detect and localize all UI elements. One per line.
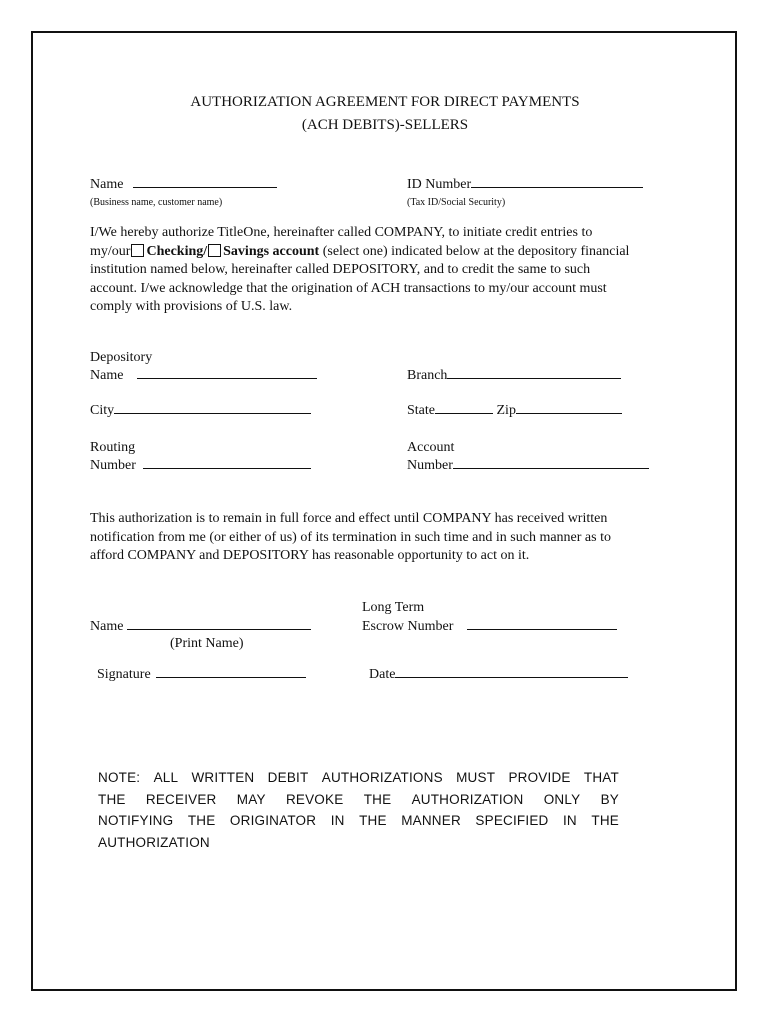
note-word: RECEIVER [145, 791, 217, 807]
state-label: State [407, 403, 435, 418]
note-word: THAT [583, 770, 619, 785]
note-word: ALL [153, 770, 179, 785]
date-input-line[interactable] [395, 676, 628, 678]
signature-label: Signature [97, 667, 151, 682]
note-word: THE [359, 813, 387, 828]
print-name-sublabel: (Print Name) [170, 636, 244, 651]
note-word: THE [187, 813, 216, 828]
account-label-top: Account [407, 440, 455, 455]
branch-field[interactable] [407, 368, 621, 384]
routing-label: Number [90, 458, 136, 473]
routing-label-top: Routing [90, 440, 136, 455]
note-line [98, 789, 619, 811]
savings-checkbox[interactable] [208, 244, 221, 257]
escrow-number-field[interactable] [362, 619, 617, 635]
depository-name-label: Name [90, 368, 124, 383]
note-word: BY [600, 791, 619, 807]
authorization-line: account. I/we acknowledge that the origination of ACH transactions to my/our account must [90, 280, 607, 296]
state-input-line[interactable] [435, 412, 493, 414]
form-title-line-1: AUTHORIZATION AGREEMENT FOR DIRECT PAYMENTS [190, 94, 580, 110]
id-number-field[interactable] [407, 177, 643, 193]
account-number-field[interactable] [407, 458, 649, 474]
authorization-line: comply with provisions of U.S. law. [90, 299, 293, 314]
note-word: WRITTEN [191, 770, 255, 785]
escrow-number-input-line[interactable] [467, 628, 617, 630]
zip-label: Zip [496, 403, 516, 418]
note-word: ONLY [543, 791, 581, 807]
depository-name-input-line[interactable] [137, 377, 317, 379]
authorization-line: institution named below, hereinafter called DEPOSITORY, and to credit the same to such [90, 262, 591, 277]
authorization-line: my/our Checking/ Savings account (select one) indicated below at the depository financial [90, 243, 630, 259]
id-number-input-line[interactable] [471, 186, 643, 188]
note-word: NOTIFYING [98, 813, 174, 828]
print-name-label: Name [90, 619, 124, 634]
account-number-input-line[interactable] [453, 467, 649, 469]
form-title-line-2: (ACH DEBITS)-SELLERS [301, 117, 469, 133]
authorization-line: I/We hereby authorize TitleOne, hereinafter called COMPANY, to initiate credit entries to [90, 225, 593, 240]
note-block [98, 767, 619, 853]
note-line [98, 810, 619, 832]
id-number-label: ID Number [407, 177, 472, 192]
note-word: MUST [456, 770, 496, 785]
escrow-label-top: Long Term [362, 600, 425, 615]
name-sublabel: (Business name, customer name) [90, 197, 223, 208]
signature-input-line[interactable] [156, 676, 306, 678]
escrow-number-label: Escrow Number [362, 619, 454, 634]
duration-paragraph [90, 510, 680, 566]
state-field[interactable] [407, 403, 622, 419]
note-word: IN [562, 813, 577, 828]
note-word: AUTHORIZATION [411, 791, 524, 807]
print-name-input-line[interactable] [127, 628, 311, 630]
note-word: MAY [236, 791, 266, 807]
routing-number-input-line[interactable] [143, 467, 311, 469]
id-number-sublabel: (Tax ID/Social Security) [407, 197, 506, 208]
city-field[interactable] [90, 403, 311, 419]
branch-input-line[interactable] [447, 377, 621, 379]
print-name-field[interactable] [90, 619, 311, 635]
note-word: IN [330, 813, 345, 828]
note-word: MANNER [401, 813, 461, 828]
name-label: Name [90, 177, 124, 192]
routing-number-field[interactable] [90, 458, 311, 474]
account-label: Number [407, 458, 453, 473]
depository-name-field[interactable] [90, 368, 317, 384]
depository-name-label-top: Depository [90, 350, 153, 365]
note-word: REVOKE [285, 791, 344, 807]
signature-field[interactable] [97, 667, 306, 683]
city-label: City [90, 403, 115, 418]
branch-label: Branch [407, 368, 448, 383]
duration-line: notification from me (or either of us) of its termination in such time and in such manner as to [90, 529, 611, 545]
note-word: DEBIT [267, 770, 309, 785]
note-word: PROVIDE [508, 770, 571, 785]
note-line [98, 767, 619, 789]
duration-line: afford COMPANY and DEPOSITORY has reasonable opportunity to act on it. [90, 548, 530, 563]
note-word: THE [591, 813, 619, 828]
note-line: AUTHORIZATION [98, 834, 210, 850]
note-word: SPECIFIED [475, 813, 549, 828]
note-word: THE [98, 791, 126, 807]
date-field[interactable] [369, 667, 628, 683]
note-word: ORIGINATOR [229, 813, 317, 828]
savings-label: Savings account [223, 243, 320, 259]
note-word: NOTE: [98, 770, 141, 785]
duration-line: This authorization is to remain in full force and effect until COMPANY has received written [90, 511, 608, 526]
authorization-paragraph [90, 224, 680, 317]
date-label: Date [369, 667, 396, 682]
note-word: THE [363, 791, 392, 807]
checking-checkbox[interactable] [131, 244, 144, 257]
city-input-line[interactable] [114, 412, 311, 414]
zip-input-line[interactable] [516, 412, 622, 414]
note-word: AUTHORIZATIONS [321, 770, 443, 785]
checking-label: Checking/ [146, 243, 208, 259]
name-input-line[interactable] [133, 186, 277, 188]
name-field[interactable] [90, 177, 277, 193]
